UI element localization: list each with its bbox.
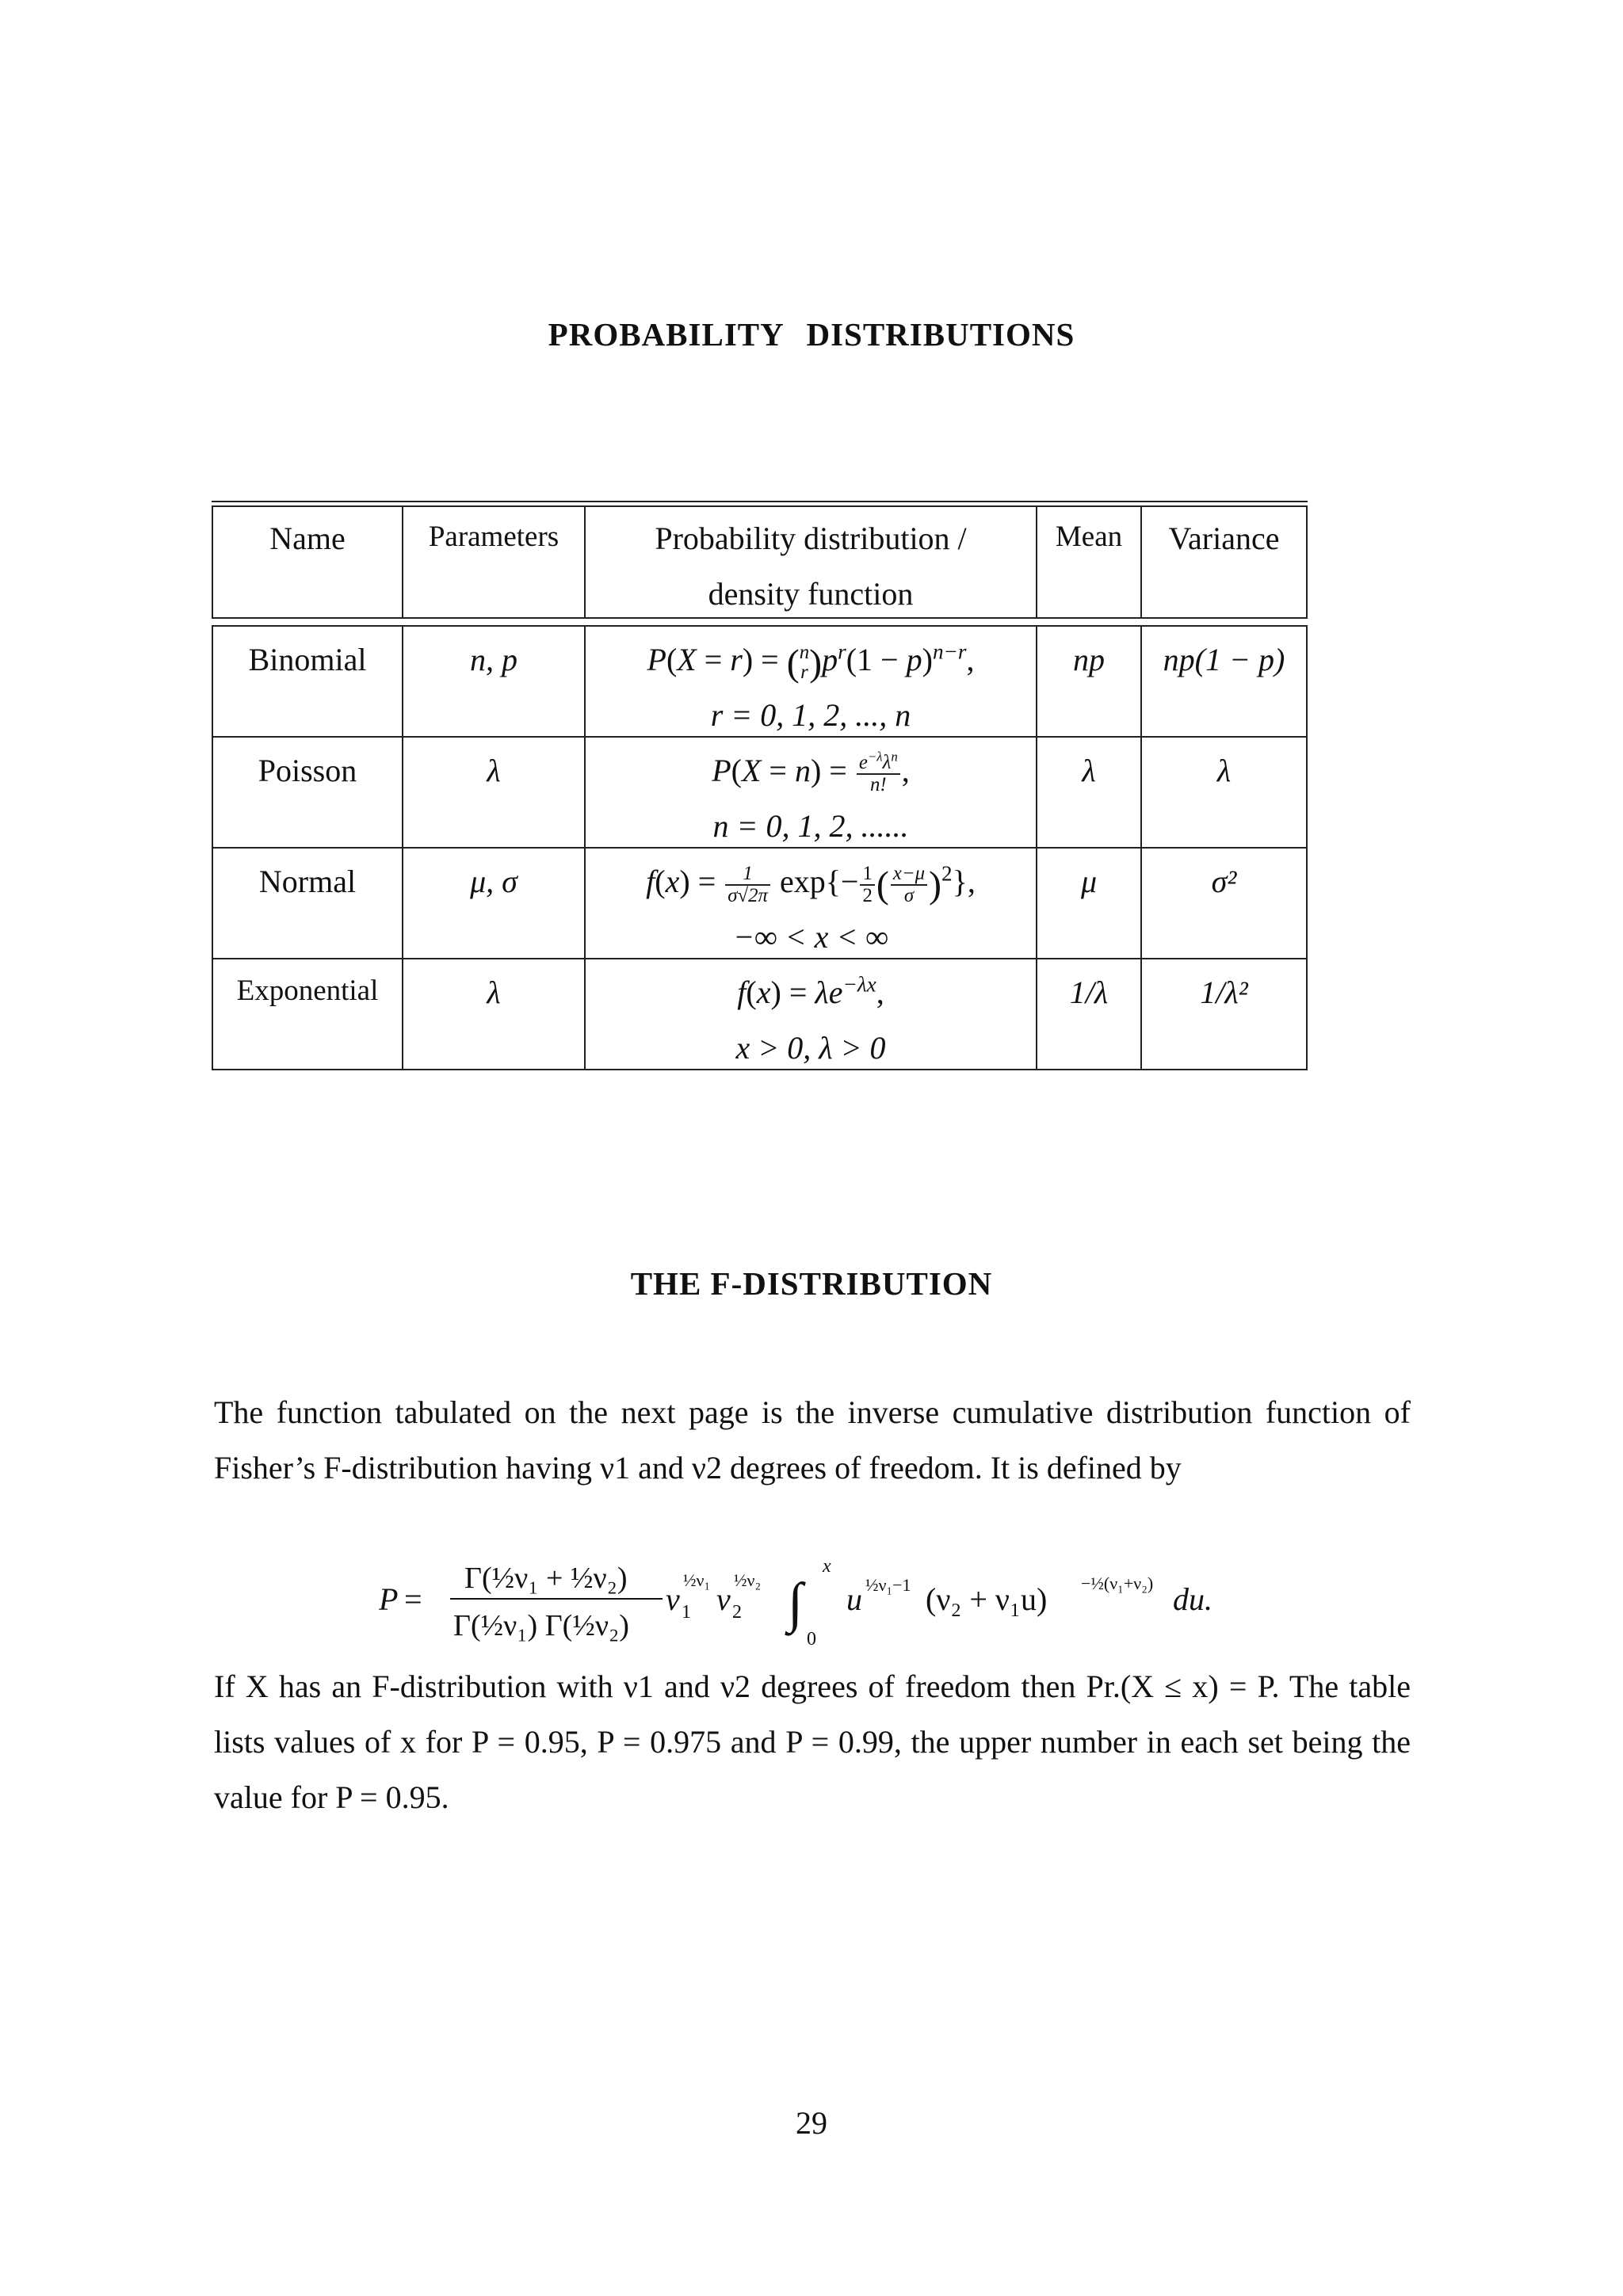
- svg-text:ν: ν: [716, 1581, 731, 1617]
- svg-text:½ν₂: ½ν₂: [734, 1570, 762, 1590]
- svg-text:x: x: [823, 1556, 831, 1577]
- row-formula-line2: r = 0, 1, 2, ..., n: [710, 697, 911, 733]
- row-name: Normal: [258, 864, 357, 899]
- intro-paragraph: The function tabulated on the next page is the inverse cumulative distribution function of Fisher’s F-distribution having ν1 and ν2 degrees of freedom. It is defined by: [214, 1394, 1411, 1486]
- row-name: Exponential: [236, 974, 379, 1007]
- table-header-row: [212, 505, 1308, 619]
- svg-text:∫: ∫: [788, 1573, 804, 1634]
- svg-text:−½(ν₁+ν₂): −½(ν₁+ν₂): [1081, 1573, 1154, 1593]
- table-row: [212, 625, 1308, 738]
- svg-text:=: =: [404, 1581, 422, 1617]
- svg-text:½ν₁: ½ν₁: [683, 1570, 711, 1590]
- svg-text:1: 1: [682, 1602, 691, 1623]
- row-mean: np: [1073, 642, 1105, 677]
- exponential-formula: $f(x) = \lambda e^{-\lambda x}$,: [737, 972, 884, 1010]
- header-mean: Mean: [1055, 521, 1123, 553]
- row-mean: μ: [1080, 864, 1098, 899]
- poisson-formula: P(X = n) = $\frac{e^{-\lambda}\lambda^n}{n!}$ ,: [712, 749, 910, 795]
- row-formula-line2: n = 0, 1, 2, ......: [712, 808, 909, 844]
- section-title: THE F-DISTRIBUTION: [630, 1265, 993, 1302]
- table-row: [212, 736, 1308, 849]
- svg-text:Γ(½ν₁ + ½ν₂): Γ(½ν₁ + ½ν₂): [464, 1562, 628, 1595]
- table-top-rule: [212, 501, 1308, 502]
- svg-text:du.: du.: [1173, 1581, 1212, 1617]
- row-variance: 1/λ²: [1200, 974, 1248, 1010]
- svg-text:Γ(½ν₁) Γ(½ν₂): Γ(½ν₁) Γ(½ν₂): [453, 1609, 629, 1642]
- row-variance: np(1 − p): [1163, 642, 1285, 677]
- header-name: Name: [269, 521, 346, 556]
- header-parameters: Parameters: [428, 521, 559, 553]
- row-name: Poisson: [258, 753, 357, 788]
- row-mean: λ: [1082, 753, 1096, 788]
- svg-text:ν: ν: [666, 1581, 680, 1617]
- header-pdf-line1: Probability distribution /: [655, 521, 967, 556]
- row-parameters: λ: [487, 753, 501, 788]
- svg-text:0: 0: [807, 1629, 816, 1650]
- row-variance: σ²: [1211, 864, 1237, 899]
- table-row: [212, 847, 1308, 959]
- distributions-table: [212, 505, 1308, 1070]
- svg-text:2: 2: [732, 1602, 742, 1623]
- svg-text:P: P: [379, 1581, 399, 1617]
- row-variance: λ: [1216, 753, 1232, 788]
- page-number: 29: [796, 2105, 827, 2141]
- row-formula-line2: x > 0, λ > 0: [735, 1030, 886, 1066]
- header-variance: Variance: [1168, 521, 1280, 556]
- table-row: [212, 958, 1308, 1070]
- row-formula-line2: −∞ < x < ∞: [733, 919, 888, 955]
- row-mean: 1/λ: [1069, 974, 1109, 1010]
- explanation-paragraph: If X has an F-distribution with ν1 and ν2 degrees of freedom then Pr.(X ≤ x) = P. The table lists values of x for P = 0.95, P = 0.975 and P = 0.99, the upper number in each set being the value for P = 0.95.: [214, 1669, 1411, 1815]
- row-parameters: λ: [487, 974, 501, 1010]
- header-pdf-line2: density function: [708, 576, 914, 612]
- page-title: PROBABILITY DISTRIBUTIONS: [548, 316, 1075, 353]
- svg-text:u: u: [846, 1581, 862, 1617]
- svg-text:(ν₂ + ν₁u): (ν₂ + ν₁u): [926, 1581, 1048, 1617]
- row-parameters: n, p: [470, 642, 517, 677]
- svg-text:½ν₁−1: ½ν₁−1: [865, 1575, 911, 1595]
- normal-formula: f(x) = $\frac{1}{\sigma√2\pi}$ exp{− $\frac{1}{2}$ ( $\frac{x-\mu}{\sigma}$ )$^2$},: [646, 861, 976, 906]
- binomial-formula: P(X = r) = ( n r )$p^r(1 - p)^{n-r}$,: [647, 639, 975, 685]
- f-distribution-formula: [379, 1539, 1409, 1657]
- row-name: Binomial: [248, 642, 367, 677]
- row-parameters: μ, σ: [470, 864, 517, 899]
